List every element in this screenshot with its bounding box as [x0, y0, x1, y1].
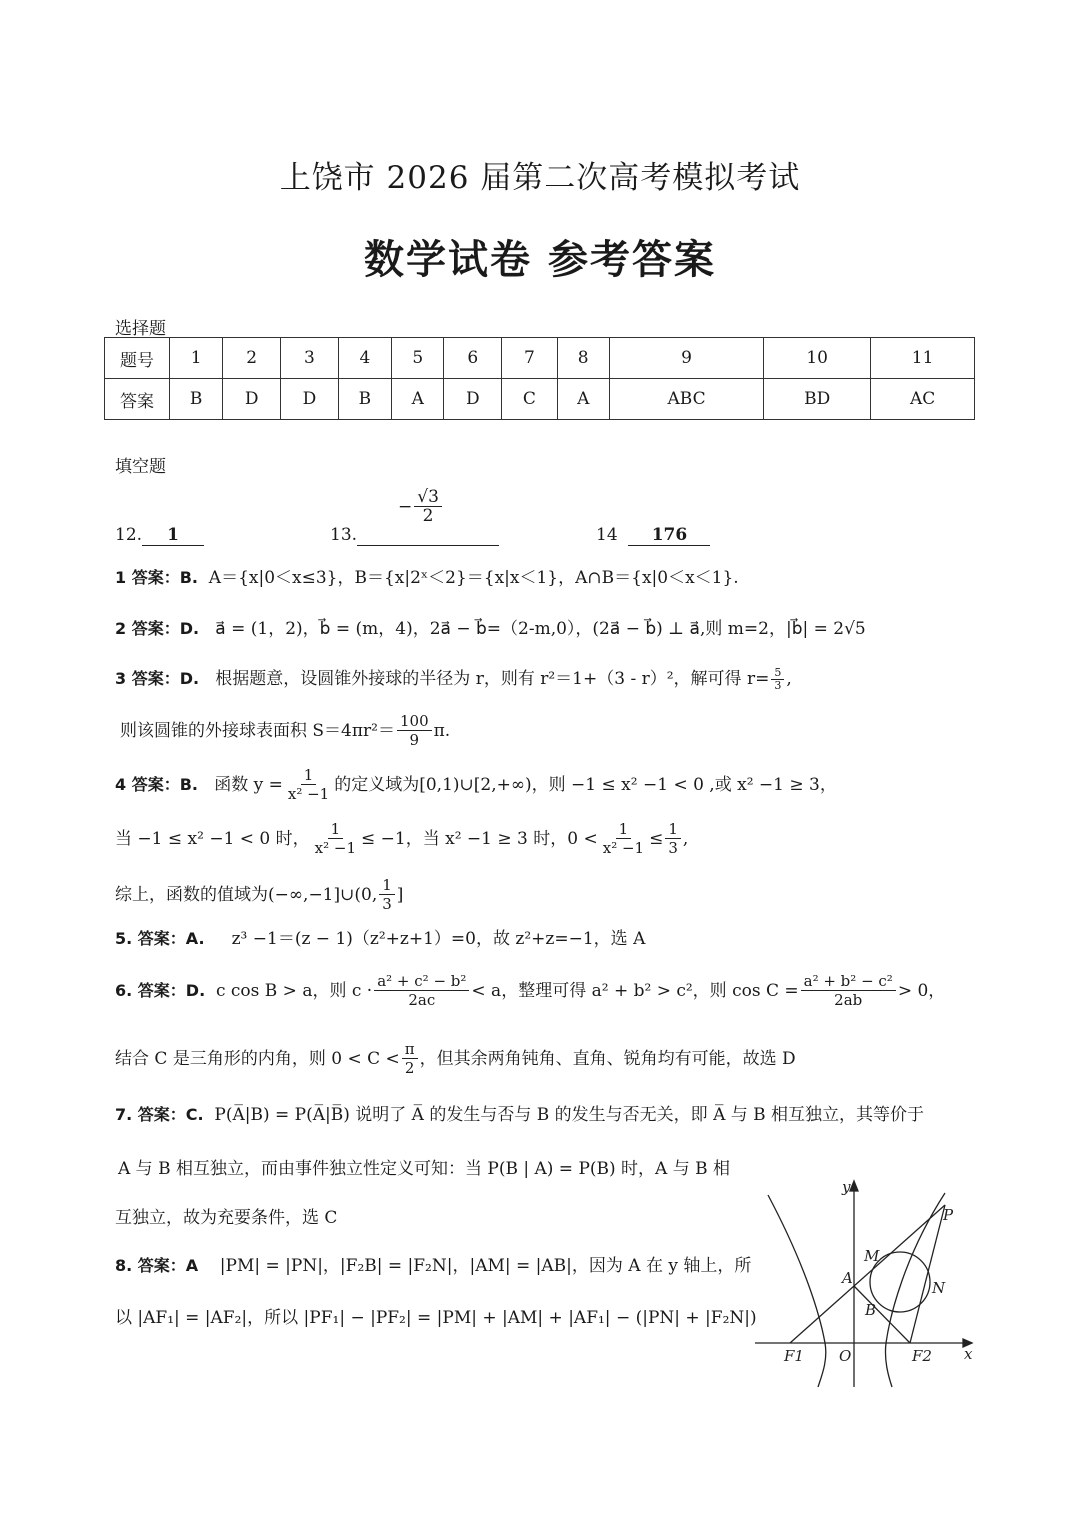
line-f1-p	[790, 1205, 945, 1343]
s4-line3-b: ]	[396, 884, 404, 905]
s3-frac-num: 5	[771, 667, 784, 680]
table-cell: 7	[502, 338, 557, 379]
label-p: P	[943, 1206, 954, 1224]
s4-line3-a: 综上，函数的值域为(−∞,−1]∪(0,	[115, 884, 378, 905]
s4-line3-frac-den: 3	[382, 895, 392, 913]
y-axis-arrow	[850, 1181, 858, 1191]
s8-text: |PM| = |PN|，|F₂B| = |F₂N|，|AM| = |AB|，因为 A 在 y 轴上，所	[219, 1256, 752, 1276]
q14-answer: 176	[628, 525, 710, 546]
label-a: A	[842, 1269, 853, 1287]
solution-7	[115, 1103, 924, 1127]
exam-title: 上饶市 2026 届第二次高考模拟考试	[279, 160, 801, 196]
table-cell: C	[502, 379, 557, 420]
q12-answer: 1	[142, 525, 204, 546]
s7-line3: 互独立，故为充要条件，选 C	[115, 1208, 338, 1228]
table-cell: D	[281, 379, 339, 420]
solution-3: 3 答案：D. 根据题意，设圆锥外接球的半径为 r，则有 r²＝1+（3 - r）²，解可得 r= $\frac{5}{3}$ ,	[115, 666, 792, 692]
solution-4	[115, 766, 837, 803]
table-cell: 11	[871, 338, 975, 379]
s4-line2-frac1-num: 1	[328, 820, 344, 839]
s7-line2: A 与 B 相互独立，而由事件独立性定义可知：当 P(B | A) = P(B) 时，A 与 B 相	[118, 1159, 731, 1179]
row-label-answer: 答案	[105, 379, 170, 420]
fill-answer-13	[330, 525, 499, 546]
table-row-numbers	[105, 338, 975, 379]
solution-2	[115, 617, 866, 641]
table-cell: BD	[764, 379, 871, 420]
s1-text: A＝{x|0＜x≤3}，B＝{x|2ˣ＜2}＝{x|x＜1}，A∩B＝{x|0＜x＜1}.	[208, 568, 739, 588]
table-cell: 8	[557, 338, 609, 379]
s4-line2-a: 当 −1 ≤ x² −1 < 0 时，	[115, 828, 310, 849]
table-cell: 6	[444, 338, 502, 379]
s6-frac1-num: a² + c² − b²	[374, 972, 469, 991]
table-cell: B	[170, 379, 223, 420]
s3-text-a: 根据题意，设圆锥外接球的半径为 r，则有 r²＝1+（3 - r）²，解可得 r=	[215, 669, 770, 689]
s6-pi-den: 2	[404, 1059, 415, 1077]
line-a-f2	[854, 1286, 910, 1343]
s3-text-b: 则该圆锥的外接球表面积 S＝4πr²＝	[120, 720, 395, 741]
table-cell: 5	[392, 338, 444, 379]
label-m: M	[864, 1247, 880, 1265]
solution-7-line-3	[115, 1206, 337, 1230]
s4-line2-third-num: 1	[665, 820, 681, 839]
s4-line2-frac2-num: 1	[616, 820, 632, 839]
q13-numerator: √3	[414, 488, 442, 507]
s6-pi-num: π	[402, 1040, 418, 1059]
table-cell: 1	[170, 338, 223, 379]
solution-8	[115, 1254, 751, 1278]
s6-frac1-den: 2ac	[408, 991, 436, 1009]
hyperbola-figure	[750, 1175, 990, 1395]
solution-8-line-2	[115, 1306, 757, 1330]
s8-label: 8. 答案：A	[115, 1256, 199, 1275]
choice-section-label: 选择题	[115, 319, 166, 339]
s1-label: 1 答案：B.	[115, 568, 198, 587]
label-b: B	[865, 1301, 877, 1319]
q13-answer	[398, 488, 444, 525]
s6-line2-b: ，但其余两角钝角、直角、锐角均有可能，故选 D	[419, 1048, 796, 1069]
solution-6-line-2	[115, 1040, 796, 1077]
table-cell: A	[392, 379, 444, 420]
s5-label: 5. 答案：A.	[115, 929, 205, 948]
q12-label: 12.	[115, 525, 143, 545]
q13-label: 13.	[330, 525, 358, 545]
s4-line2-frac1-den: x² −1	[314, 839, 357, 857]
s6-frac2-den: 2ab	[834, 991, 863, 1009]
solution-4-line-2: 当 −1 ≤ x² −1 < 0 时， $\frac{1}{\text{x² −1}}$ ≤ −1，当 x² −1 ≥ 3 时，0 < $\frac{1}{\text{x² −1}}$ ≤ $\frac{1}{3}$ ,	[115, 820, 689, 857]
s6-text-a: c cos B > a，则 c ·	[215, 980, 373, 1001]
q13-denominator: 2	[422, 506, 434, 526]
solution-6	[115, 972, 945, 1009]
fill-section-label: 填空题	[115, 457, 166, 477]
s4-line2-c: ≤	[649, 828, 664, 849]
label-n: N	[932, 1279, 946, 1297]
s4-line2-third-den: 3	[668, 839, 678, 857]
table-cell: B	[338, 379, 391, 420]
s4-frac-num: 1	[301, 766, 317, 785]
s6-text-b: < a，整理可得 a² + b² > c²，则 cos C =	[471, 980, 799, 1001]
fill-answer-14	[596, 525, 710, 546]
solution-5	[115, 927, 645, 951]
s4-text-b: 的定义域为[0,1)∪[2,+∞)，则 −1 ≤ x² −1 < 0 ,或 x² −1 ≥ 3，	[334, 774, 837, 795]
label-f2: F2	[912, 1347, 932, 1365]
table-cell: D	[223, 379, 281, 420]
s6-frac2-num: a² + b² − c²	[801, 972, 896, 991]
solution-7-line-2	[118, 1157, 730, 1181]
s4-frac-den: x² −1	[287, 785, 330, 803]
fill-answer-12	[115, 525, 204, 546]
s3-frac-den: 3	[774, 679, 782, 692]
line-p-f2	[910, 1205, 945, 1343]
s6-text-c: > 0，	[897, 980, 946, 1001]
s3-text-c: π.	[433, 720, 451, 741]
table-cell: 9	[609, 338, 763, 379]
s4-label: 4 答案：B.	[115, 774, 198, 794]
table-cell: ABC	[609, 379, 763, 420]
s7-text: P(A̅|B) = P(A̅|B̅) 说明了 A̅ 的发生与否与 B 的发生与否无关，即 A̅ 与 B 相互独立，其等价于	[214, 1105, 925, 1125]
s6-line2-a: 结合 C 是三角形的内角，则 0 < C <	[115, 1048, 400, 1069]
s2-label: 2 答案：D.	[115, 619, 200, 638]
solution-1	[115, 566, 739, 590]
label-x: x	[964, 1345, 973, 1363]
s4-line2-frac2-den: x² −1	[602, 839, 645, 857]
table-row-answers	[105, 379, 975, 420]
table-cell: 4	[338, 338, 391, 379]
label-f1: F1	[784, 1347, 804, 1365]
table-cell: 10	[764, 338, 871, 379]
s4-line2-b: ≤ −1，当 x² −1 ≥ 3 时，0 <	[361, 828, 598, 849]
s4-line3-frac-num: 1	[379, 876, 395, 895]
s6-label: 6. 答案：D.	[115, 980, 206, 1000]
exam-subtitle: 数学试卷 参考答案	[364, 237, 716, 283]
table-cell: A	[557, 379, 609, 420]
s3-frac2-num: 100	[397, 712, 432, 731]
table-cell: D	[444, 379, 502, 420]
table-cell: AC	[871, 379, 975, 420]
s4-text-a: 函数 y =	[214, 774, 283, 795]
label-o: O	[839, 1347, 852, 1365]
label-y: y	[842, 1178, 851, 1196]
q13-sign: −	[398, 496, 413, 517]
s3-label: 3 答案：D.	[115, 669, 200, 688]
solution-3-line-2	[120, 712, 450, 749]
choice-answer-table	[104, 337, 975, 420]
s8-line2: 以 |AF₁| = |AF₂|，所以 |PF₁| − |PF₂| = |PM| + |AM| + |AF₁| − (|PN| + |F₂N|)	[115, 1308, 757, 1328]
s7-label: 7. 答案：C.	[115, 1105, 204, 1124]
s3-frac2-den: 9	[409, 731, 420, 749]
s5-text: z³ −1＝(z − 1)（z²+z+1）=0，故 z²+z=−1，选 A	[231, 929, 646, 949]
s2-text: a⃗ = (1，2)，b⃗ = (m，4)，2a⃗ − b⃗=（2-m,0），(2a⃗ − b⃗) ⊥ a⃗,则 m=2，|b⃗| = 2√5	[215, 619, 866, 639]
solution-4-line-3	[115, 876, 403, 913]
table-cell: 3	[281, 338, 339, 379]
row-label-number: 题号	[105, 338, 170, 379]
table-cell: 2	[223, 338, 281, 379]
q14-label: 14	[596, 525, 618, 545]
